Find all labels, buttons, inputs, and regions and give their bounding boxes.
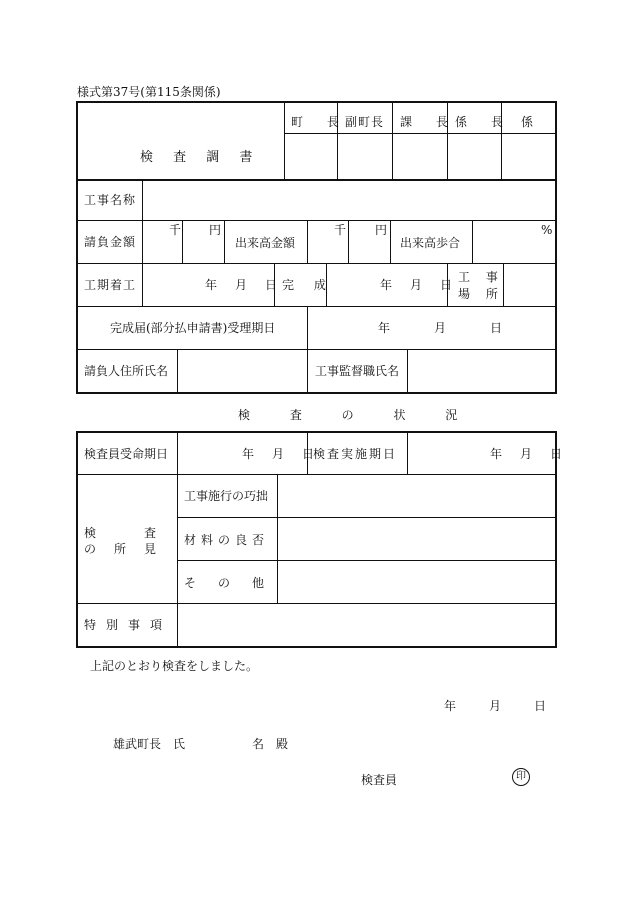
project-name-label: 工事名称 [84,193,137,207]
contractor-label: 請負人住所氏名 [84,364,169,378]
thousand-unit-2: 千 [334,223,347,237]
addressee-left: 雄武町長 氏 [113,737,186,751]
site-label-line1: 工 事 [458,270,504,284]
materials-label: 材料の良否 [184,533,270,547]
completion-rate-label: 出来高歩合 [400,236,461,250]
approval-section-chief: 課 長 [400,115,458,129]
completed-amount-label: 出来高金額 [235,236,296,250]
addressee-right: 名 殿 [252,737,289,751]
inspector-label: 検査員 [361,773,398,787]
statement: 上記のとおり検査をしました。 [90,659,259,673]
document-title: 検 査 調 書 [140,150,261,165]
thousand-unit-1: 千 [169,223,182,237]
contract-amount-label: 請負金額 [84,235,137,249]
footer-date: 年 月 日 [444,699,550,713]
findings-label-line2: の 所 見 [84,542,160,556]
approval-unit-chief: 係 長 [455,115,513,129]
conducted-date-label: 検査実施期日 [313,447,398,461]
start-date-ymd: 年 月 日 [205,278,281,292]
findings-label-line1: 検 査 [84,526,157,540]
main-form-table [76,101,557,394]
approval-deputy-mayor: 副町長 [345,115,385,129]
yen-unit-1: 円 [209,223,222,237]
form-label: 様式第37号(第115条関係) [77,85,221,99]
special-notes-label: 特別事項 [84,618,173,632]
yen-unit-2: 円 [375,223,388,237]
conducted-date-ymd: 年 月 日 [490,447,566,461]
completion-label: 完 成 [282,278,334,292]
site-label-line2: 場 所 [458,287,504,301]
appointed-date-ymd: 年 月 日 [242,447,318,461]
section-heading: 検 査 の 状 況 [238,408,476,422]
completion-date-ymd: 年 月 日 [380,278,456,292]
approval-town-mayor: 町 長 [291,115,349,129]
receipt-date-ymd: 年 月 日 [378,321,505,335]
approval-staff: 係 [521,115,534,129]
other-label: その他 [184,576,287,590]
receipt-label: 完成届(部分払申請書)受理期日 [110,321,276,335]
appointed-date-label: 検査員受命期日 [84,447,169,461]
seal-mark: 印 [512,768,530,786]
percent-unit: % [541,223,553,237]
quality-label: 工事施行の巧拙 [184,489,269,503]
start-date-label: 工期着工 [84,278,137,292]
supervisor-label: 工事監督職氏名 [315,364,400,378]
